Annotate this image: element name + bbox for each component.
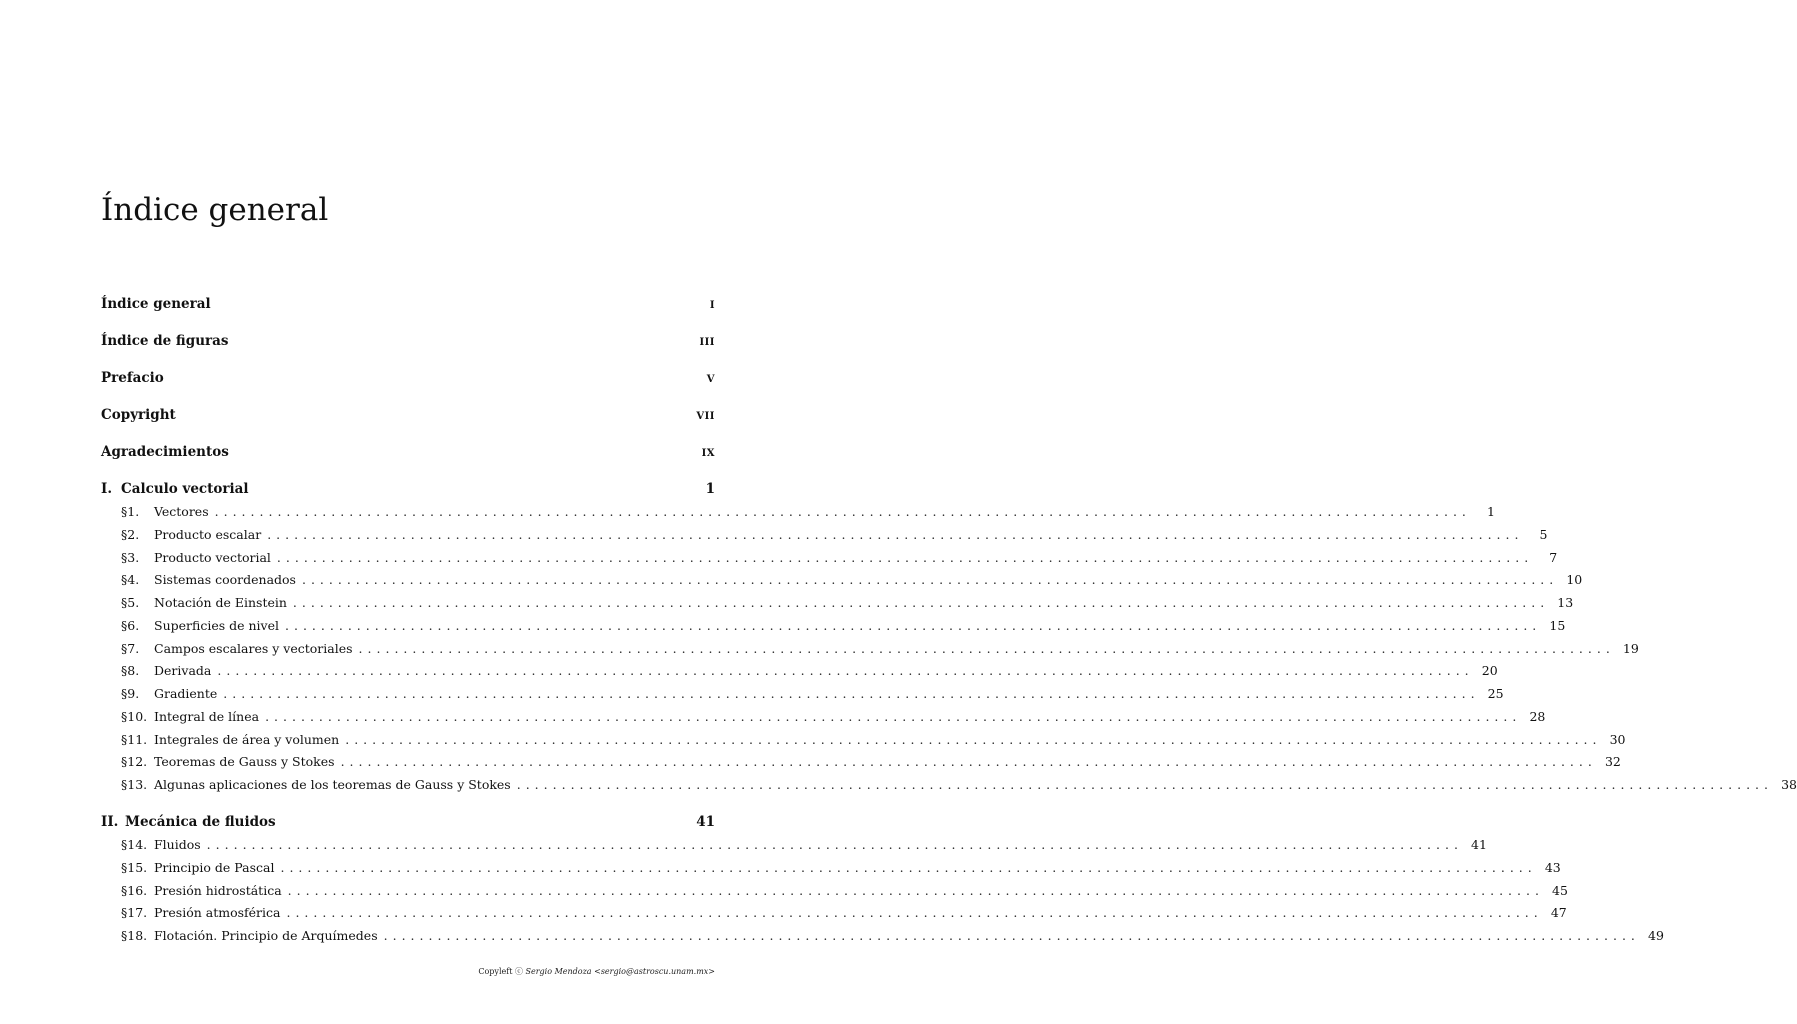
toc-section-label: Superficies de nivel [154, 617, 279, 633]
toc-section[interactable] [121, 708, 1546, 724]
toc-chapter[interactable] [101, 814, 715, 830]
toc-chapter-label: Mecánica de fluidos [125, 814, 276, 830]
toc-section[interactable] [121, 754, 1621, 770]
toc-section-number: §9. [121, 686, 140, 701]
toc-section[interactable] [121, 928, 1664, 943]
toc-section-label: Algunas aplicaciones de los teoremas de Gauss y Stokes [154, 777, 511, 792]
dot-leader: ............................................................................................................................................ [223, 686, 1480, 701]
toc-section-page: 38 [1781, 777, 1797, 792]
dot-leader: ............................................................................................................................................ [206, 837, 1463, 852]
dot-leader: ............................................................................................................................................ [214, 504, 1471, 519]
toc-entry[interactable] [101, 370, 715, 386]
toc-section-page: 49 [1648, 928, 1664, 943]
toc-section-number: §8. [121, 663, 140, 679]
dot-leader: ............................................................................................................................................ [383, 928, 1640, 943]
toc-section-page: 32 [1604, 754, 1621, 770]
toc-entry-page: III [699, 337, 715, 348]
toc-entry-page: VII [696, 411, 715, 422]
dot-leader: ............................................................................................................................................ [276, 549, 1534, 565]
toc-section[interactable] [121, 905, 1567, 921]
toc-section-label: Vectores [154, 504, 209, 519]
toc-entry[interactable] [101, 296, 715, 312]
copyleft-icon: ⓒ [514, 967, 523, 976]
toc-section-page: 43 [1544, 859, 1561, 875]
toc-section-page: 10 [1566, 572, 1583, 588]
toc-section-page: 30 [1609, 731, 1626, 747]
toc-entry[interactable] [101, 407, 715, 423]
toc-section-label: Presión atmosférica [154, 905, 281, 921]
toc-section-number: §2. [121, 526, 140, 542]
toc-section-label: Producto escalar [154, 526, 262, 542]
toc-section-label: Principio de Pascal [154, 859, 275, 875]
toc-chapter[interactable] [101, 481, 715, 497]
dot-leader: ............................................................................................................................................ [280, 859, 1537, 875]
toc-section-number: §7. [121, 640, 140, 656]
toc-section-number: §13. [121, 777, 148, 792]
toc-section[interactable] [121, 837, 1487, 852]
toc-section-page: 7 [1549, 549, 1558, 565]
dot-leader: ............................................................................................................................................ [301, 572, 1559, 588]
toc-section-number: §4. [121, 572, 140, 588]
toc-section-page: 1 [1486, 504, 1495, 519]
toc-section-label: Sistemas coordenados [154, 572, 296, 588]
toc-section-number: §3. [121, 549, 140, 565]
toc-entry[interactable] [101, 444, 715, 460]
toc-section-number: §6. [121, 617, 140, 633]
toc-section[interactable] [121, 731, 1626, 747]
toc-entry-label: Copyright [101, 407, 176, 423]
dot-leader: ............................................................................................................................................ [287, 882, 1544, 898]
toc-chapter-label: Calculo vectorial [121, 481, 249, 497]
toc-section-label: Teoremas de Gauss y Stokes [154, 754, 335, 770]
toc-chapter-page: 41 [696, 814, 715, 830]
toc-entry[interactable] [101, 333, 715, 349]
toc-chapter-number: I. [101, 481, 113, 497]
toc-section-label: Presión hidrostática [154, 882, 282, 898]
page-footer [478, 966, 715, 977]
toc-section-label: Integrales de área y volumen [154, 731, 340, 747]
dot-leader: ............................................................................................................................................ [516, 777, 1774, 792]
toc-section-page: 28 [1529, 708, 1546, 724]
toc-section-label: Notación de Einstein [154, 595, 287, 610]
toc-entry-page: IX [701, 448, 715, 459]
dot-leader: ............................................................................................................................................ [285, 617, 1542, 633]
toc-section-page: 20 [1481, 663, 1498, 679]
dot-leader: ............................................................................................................................................ [345, 731, 1602, 747]
toc-section-label: Derivada [154, 663, 212, 679]
toc-section[interactable] [121, 617, 1566, 633]
toc-section[interactable] [121, 526, 1548, 542]
dot-leader: ............................................................................................................................................ [265, 708, 1522, 724]
toc-section-number: §17. [121, 905, 148, 921]
dot-leader: ............................................................................................................................................ [267, 526, 1524, 542]
toc-section-page: 25 [1487, 686, 1504, 701]
toc-entry-label: Índice de figuras [101, 333, 229, 349]
toc-section-number: §12. [121, 754, 148, 770]
dot-leader: ............................................................................................................................................ [340, 754, 1597, 770]
toc-section-label: Flotación. Principio de Arquímedes [154, 928, 378, 943]
toc-section-label: Integral de línea [154, 708, 260, 724]
toc-section-number: §11. [121, 731, 148, 747]
toc-section[interactable] [121, 777, 1797, 792]
toc-section-page: 47 [1550, 905, 1567, 921]
dot-leader: ............................................................................................................................................ [286, 905, 1543, 921]
author-credit: Sergio Mendoza <sergio@astroscu.unam.mx> [525, 967, 715, 976]
toc-section-number: §1. [121, 504, 140, 519]
toc-chapter-number: II. [101, 814, 119, 830]
toc-section-number: §15. [121, 859, 148, 875]
toc-section[interactable] [121, 859, 1561, 875]
dot-leader: ............................................................................................................................................ [217, 663, 1474, 679]
toc-entry-page: I [709, 300, 715, 311]
toc-chapter-page: 1 [705, 481, 715, 497]
toc-entry-label: Agradecimientos [101, 444, 229, 460]
toc-section-number: §16. [121, 882, 148, 898]
toc-section-page: 19 [1622, 640, 1639, 656]
toc-section-label: Fluidos [154, 837, 201, 852]
toc-section[interactable] [121, 882, 1568, 898]
toc-section-number: §5. [121, 595, 140, 610]
toc-section[interactable] [121, 640, 1639, 656]
toc-section-number: §14. [121, 837, 148, 852]
dot-leader: ............................................................................................................................................ [358, 640, 1615, 656]
toc-section[interactable] [121, 504, 1495, 519]
toc-section-number: §10. [121, 708, 148, 724]
toc-section[interactable] [121, 686, 1504, 701]
toc-entry-label: Índice general [101, 296, 211, 312]
toc-section-label: Producto vectorial [154, 549, 271, 565]
toc-section[interactable] [121, 595, 1574, 610]
copyleft-label: Copyleft [478, 967, 513, 976]
toc-entry-page: V [706, 374, 715, 385]
toc-section[interactable] [121, 572, 1583, 588]
toc-section-page: 15 [1549, 617, 1566, 633]
toc-section-page: 45 [1552, 882, 1568, 898]
toc-section-number: §18. [121, 928, 148, 943]
toc-section-label: Gradiente [154, 686, 218, 701]
toc-section[interactable] [121, 663, 1498, 679]
toc-section-label: Campos escalares y vectoriales [154, 640, 353, 656]
dot-leader: ............................................................................................................................................ [292, 595, 1550, 610]
toc-section-page: 5 [1539, 526, 1548, 542]
toc-section-page: 41 [1471, 837, 1487, 852]
toc-section-page: 13 [1557, 595, 1574, 610]
page-title: Índice general [101, 192, 329, 228]
toc-section[interactable] [121, 549, 1558, 565]
toc-entry-label: Prefacio [101, 370, 164, 386]
